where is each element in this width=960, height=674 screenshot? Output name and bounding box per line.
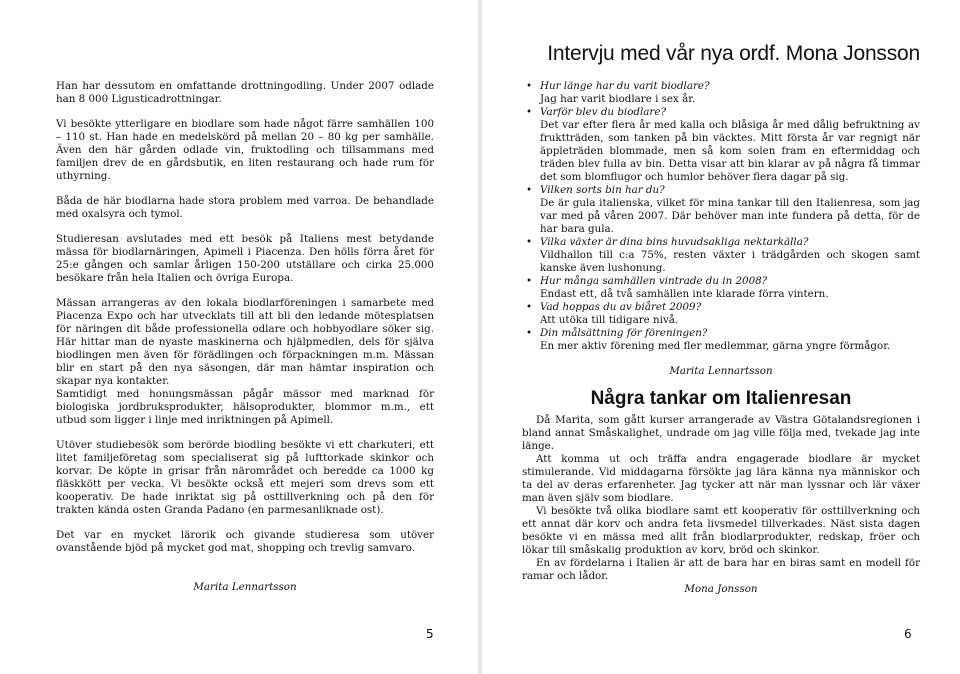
interview-question: • Hur länge har du varit biodlare? <box>526 80 710 92</box>
left-column <box>56 80 434 594</box>
signature: Marita Lennartsson <box>193 581 297 593</box>
article-paragraph: En av fördelarna i Italien är att de bara har en biras samt en modell för ramar och lådor. <box>522 557 920 582</box>
interview-answer: De är gula italienska, vilket för mina tankar till den Italienresa, som jag var med på våren 2007. Där behöver man inte fundera på detta, för de har bara gula. <box>540 197 920 235</box>
interview-title: Intervju med vår nya ordf. Mona Jonsson <box>547 42 920 65</box>
article-signature: Mona Jonsson <box>684 583 758 595</box>
interview-answer: Vildhallon till c:a 75%, resten växter i trädgården och skogen samt kanske även lushonung. <box>540 249 920 274</box>
page-number: 5 <box>426 627 434 641</box>
paragraph: Det var en mycket lärorik och givande studieresa som utöver ovanstående bjöd på mycket god mat, shopping och trevlig samvaro. <box>56 529 434 554</box>
page-number: 6 <box>904 627 912 641</box>
paragraph: Studieresan avslutades med ett besök på Italiens mest betydande mässa för biodlarnäringen, Apimell i Piacenza. Den hölls förra året för 25:e gången och samlar årligen 150-200 utställare och cirka 25.000 besökare från hela Italien och övriga Europa. <box>56 233 434 284</box>
bullet-icon: • <box>526 301 533 313</box>
paragraph: Samtidigt med honungsmässan pågår mässor med marknad för biologiska jordbruksprodukter, hälsoprodukter, blommor m.m., ett utbud som ligger i linje med inriktningen på Apimell. <box>56 388 434 426</box>
interview-answer: Endast ett, då två samhällen inte klarade förra vintern. <box>540 288 829 300</box>
article-paragraph: Att komma ut och träffa andra engagerade biodlare är mycket stimulerande. Vid middagarna försökte jag lära känna nya människor och ta del av deras erfarenheter. Jag tycker att när man lyssnar och lär växer man även själv som biodlare. <box>522 453 920 504</box>
right-page <box>482 0 960 674</box>
paragraph: Utöver studiebesök som berörde biodling besökte vi ett charkuteri, ett litet familjeföretag som specialiserat sig på lufttorkade skinkor och korvar. De köpte in grisar från närområdet och beredde ca 1000 kg fläskkött per vecka. Vi besökte också ett mejeri som drevs som ett kooperativ. De hade inriktat sig på osttillverkning och på den för trakten kända osten Granda Padano (en parmesanliknade ost). <box>56 439 434 516</box>
article-paragraph: Vi besökte två olika biodlare samt ett kooperativ för osttillverkning och ett annat där korv och andra feta livsmedel tillverkades. Näst sista dagen besökte vi en mässa med allt från biodlarprodukter, redskap, fröer och lökar till småskalig produktion av korv, bröd och skinkor. <box>522 505 920 556</box>
interview-answer: En mer aktiv förening med fler medlemmar, gärna yngre förmågor. <box>540 340 891 352</box>
left-page <box>0 0 478 674</box>
interview-question: • Din målsättning för föreningen? <box>526 327 708 339</box>
paragraph: Båda de här biodlarna hade stora problem med varroa. De behandlade med oxalsyra och tymol. <box>56 195 434 220</box>
interview-question: • Vilka växter är dina bins huvudsakliga nektarkälla? <box>526 236 809 248</box>
bullet-icon: • <box>526 236 533 248</box>
article-paragraph: Då Marita, som gått kurser arrangerade av Västra Götalandsregionen i bland annat Småskalighet, undrade om jag ville följa med, tvekade jag inte länge. <box>522 414 920 452</box>
article-title: Några tankar om Italienresan <box>590 388 852 409</box>
interview-list <box>522 80 920 353</box>
bullet-icon: • <box>526 275 533 287</box>
paragraph: Vi besökte ytterligare en biodlare som hade något färre samhällen 100 – 110 st. Han hade en medelskörd på mellan 20 – 80 kg per samhälle. Även den här gården odlade vin, fruktodling och tillsammans med familjen drev de en gårdsbutik, en liten restaurang och hade rum för uthyrning. <box>56 118 434 182</box>
interview-question: • Hur många samhällen vintrade du in 2008? <box>526 275 768 287</box>
interview-question: • Varför blev du biodlare? <box>526 106 666 118</box>
interview-question: • Vilken sorts bin har du? <box>526 184 665 196</box>
interview-signature: Marita Lennartsson <box>669 365 773 377</box>
paragraph: Han har dessutom en omfattande drottningodling. Under 2007 odlade han 8 000 Ligusticadrottningar. <box>56 80 434 105</box>
interview-answer: Att utöka till tidigare nivå. <box>540 314 679 326</box>
interview-answer: Det var efter flera år med kalla och blåsiga år med dålig befruktning av fruktträden, som tanken på bin väcktes. Mitt första år var regnigt när äppleträden blommade, men så kom solen fram en eftermiddag och träden blev fulla av bin. Detta visar att bin klarar av på några få timmar det som blomflugor och humlor behöver flera dagar på sig. <box>540 119 920 183</box>
bullet-icon: • <box>526 106 533 118</box>
bullet-icon: • <box>526 184 533 196</box>
interview-question: • Vad hoppas du av biåret 2009? <box>526 301 702 313</box>
bullet-icon: • <box>526 80 533 92</box>
right-column <box>522 42 920 596</box>
bullet-icon: • <box>526 327 533 339</box>
paragraph: Mässan arrangeras av den lokala biodlarföreningen i samarbete med Piacenza Expo och har utvecklats till att bli den ledande mötesplatsen för näringen dit både professionella odlare och hobbyodlare söker sig. Här hittar man de nyaste maskinerna och hjälpmedlen, dels för själva biodlingen men även för förädlingen och förpackningen m.m. Mässan blir en start på den nya säsongen, där man hämtar inspiration och skapar nya kontakter. <box>56 297 434 387</box>
interview-answer: Jag har varit biodlare i sex år. <box>540 93 696 105</box>
